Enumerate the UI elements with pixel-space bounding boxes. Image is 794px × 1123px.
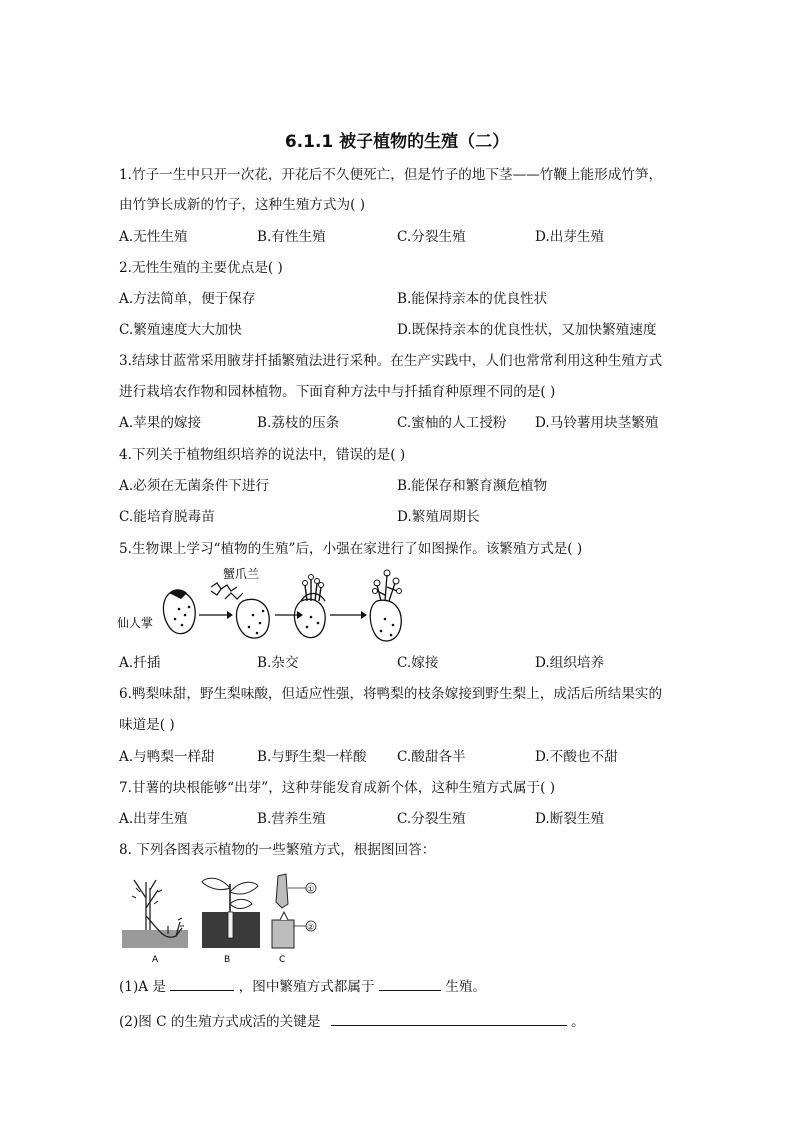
- q8-figure-c-grafting: [272, 874, 316, 964]
- q6-stem-line1: 6.鸭梨味甜，野生梨味酸，但适应性强，将鸭梨的枝条嫁接到野生梨上，成活后所结果实的: [119, 686, 663, 702]
- q3-option-d: D.马铃薯用块茎繁殖: [535, 415, 659, 431]
- q7-option-b: B.营养生殖: [257, 811, 326, 827]
- q8-figure-b-cutting: [202, 878, 260, 964]
- q1-stem-line1: 1.竹子一生中只开一次花，开花后不久便死亡，但是竹子的地下茎——竹鞭上能形成竹笋，: [119, 167, 663, 183]
- q1-option-b: B.有性生殖: [257, 229, 326, 245]
- q5-label-cactus: 仙人掌: [117, 616, 154, 630]
- q5-grown-plant: [370, 570, 401, 641]
- q5-scion-cutting: [211, 583, 243, 599]
- q4-option-b: B.能保存和繁育濒危植物: [397, 478, 548, 494]
- q6-option-b: B.与野生梨一样酸: [257, 749, 367, 765]
- q8-label-b: B: [224, 955, 231, 964]
- q6-option-c: C.酸甜各半: [397, 749, 466, 765]
- q5-option-d: D.组织培养: [535, 655, 605, 671]
- q5-option-c: C.嫁接: [397, 655, 439, 671]
- q2-option-a: A.方法简单，便于保存: [119, 291, 256, 307]
- q2-stem: 2.无性生殖的主要优点是( ): [119, 260, 283, 276]
- q1-option-d: D.出芽生殖: [535, 229, 605, 245]
- q5-label-crab-cactus: 蟹爪兰: [223, 567, 260, 581]
- q5-cactus-stock-2: [236, 599, 269, 638]
- q8-answer-blank-1[interactable]: [170, 976, 234, 991]
- q7-option-c: C.分裂生殖: [397, 811, 466, 827]
- q8-label-c: C: [279, 955, 286, 964]
- q7-option-d: D.断裂生殖: [535, 811, 605, 827]
- q3-stem-line1: 3.结球甘蓝常采用腋芽扦插繁殖法进行采种。在生产实践中，人们也常常利用这种生殖方式: [119, 353, 663, 369]
- q2-option-b: B.能保持亲本的优良性状: [397, 291, 548, 307]
- q4-option-c: C.能培育脱毒苗: [119, 509, 215, 525]
- q8-answer-blank-2[interactable]: [379, 976, 441, 991]
- q4-stem: 4.下列关于植物组织培养的说法中，错误的是( ): [119, 447, 406, 463]
- q6-stem-line2: 味道是( ): [119, 717, 175, 733]
- q8-propagation-figure: [118, 868, 333, 964]
- q6-option-a: A.与鸭梨一样甜: [119, 749, 215, 765]
- q8-sub1: [119, 976, 486, 996]
- q3-option-c: C.蜜柚的人工授粉: [397, 415, 507, 431]
- q8-label-c1: ①: [307, 884, 315, 894]
- q8-sub2-text-c: 。: [571, 1014, 585, 1030]
- q5-stem: 5.生物课上学习“植物的生殖”后，小强在家进行了如图操作。该繁殖方式是( ): [119, 541, 583, 557]
- q8-answer-blank-3[interactable]: [331, 1011, 567, 1026]
- q2-option-c: C.繁殖速度大大加快: [119, 322, 242, 338]
- q8-sub1-text-c: 生殖。: [445, 979, 487, 995]
- q8-sub1-text-a: (1)A 是: [119, 979, 166, 995]
- q5-cactus-stock-1: [163, 589, 195, 633]
- page-title: 6.1.1 被子植物的生殖（二）: [284, 132, 510, 152]
- q4-option-d: D.繁殖周期长: [397, 509, 480, 525]
- q1-option-c: C.分裂生殖: [397, 229, 466, 245]
- q1-option-a: A.无性生殖: [119, 229, 188, 245]
- q3-stem-line2: 进行栽培农作物和园林植物。下面育种方法中与扦插育种原理不同的是( ): [119, 384, 556, 400]
- q5-option-a: A.扦插: [119, 655, 161, 671]
- q5-grafted-plant: [294, 575, 325, 638]
- q7-option-a: A.出芽生殖: [119, 811, 188, 827]
- q6-option-d: D.不酸也不甜: [535, 749, 618, 765]
- q8-sub2: [119, 1011, 585, 1031]
- q7-stem: 7.甘薯的块根能够“出芽”，这种芽能发育成新个体，这种生殖方式属于( ): [119, 780, 556, 796]
- q8-label-c2: ②: [307, 922, 315, 932]
- q8-label-a: A: [152, 955, 159, 964]
- q5-grafting-figure: [115, 565, 415, 647]
- q8-sub1-text-b: ，图中繁殖方式都属于: [238, 979, 375, 995]
- q3-option-a: A.苹果的嫁接: [119, 415, 202, 431]
- q5-option-b: B.杂交: [257, 655, 299, 671]
- q8-sub2-text-a: (2)图 C 的生殖方式成活的关键是: [119, 1014, 321, 1030]
- q2-option-d: D.既保持亲本的优良性状，又加快繁殖速度: [397, 322, 657, 338]
- q8-figure-a-layering: [122, 880, 188, 964]
- q1-stem-line2: 由竹笋长成新的竹子，这种生殖方式为( ): [119, 197, 366, 213]
- q3-option-b: B.荔枝的压条: [257, 415, 340, 431]
- q4-option-a: A.必须在无菌条件下进行: [119, 478, 270, 494]
- q8-stem: 8. 下列各图表示植物的一些繁殖方式，根据图回答：: [119, 842, 436, 858]
